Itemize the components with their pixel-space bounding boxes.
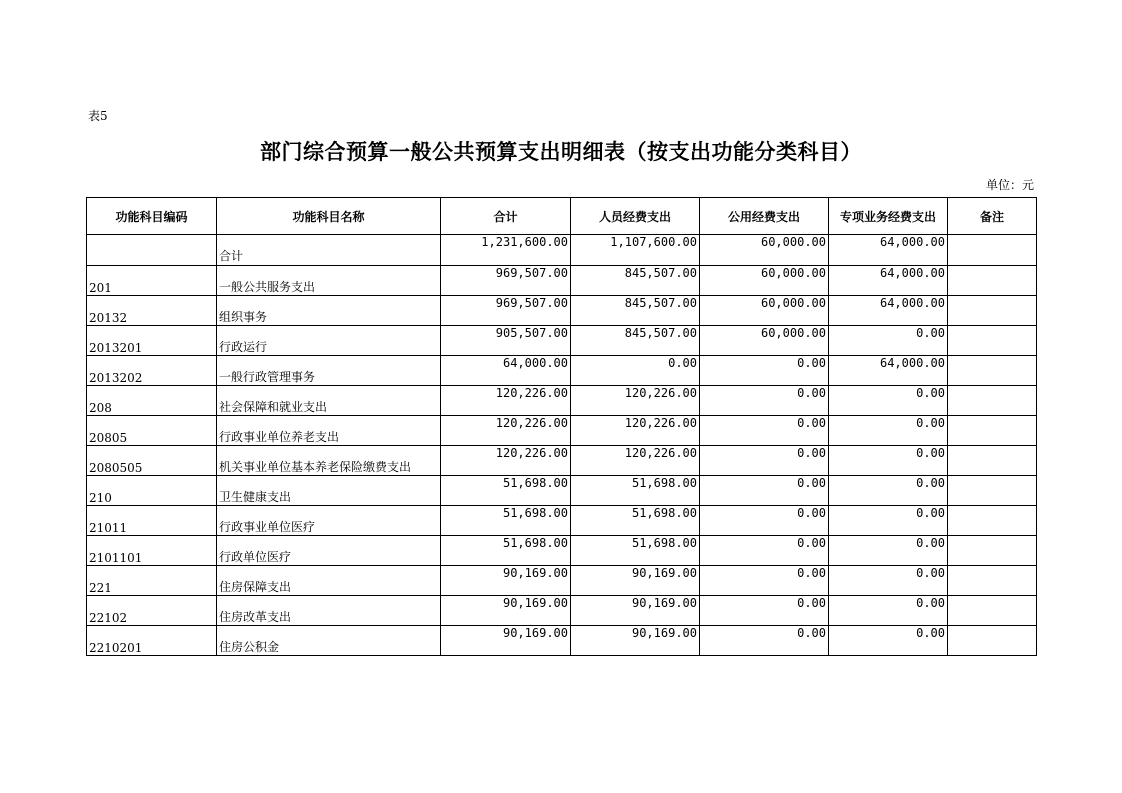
table-row [87, 356, 1037, 386]
cell-note [948, 386, 1037, 416]
cell-personnel: 845,507.00 [571, 326, 700, 356]
table-row [87, 266, 1037, 296]
header-name: 功能科目名称 [217, 198, 441, 235]
header-note: 备注 [948, 198, 1037, 235]
cell-note [948, 296, 1037, 326]
cell-code: 22102 [87, 596, 217, 626]
cell-note [948, 506, 1037, 536]
cell-public: 0.00 [700, 356, 829, 386]
cell-special: 0.00 [829, 386, 948, 416]
cell-code: 2101101 [87, 536, 217, 566]
cell-public: 60,000.00 [700, 296, 829, 326]
cell-total: 120,226.00 [441, 416, 571, 446]
cell-total: 969,507.00 [441, 296, 571, 326]
cell-total: 905,507.00 [441, 326, 571, 356]
cell-note [948, 596, 1037, 626]
table-row [87, 416, 1037, 446]
cell-special: 0.00 [829, 566, 948, 596]
cell-note [948, 626, 1037, 656]
cell-note [948, 536, 1037, 566]
cell-personnel: 120,226.00 [571, 386, 700, 416]
cell-personnel: 90,169.00 [571, 566, 700, 596]
cell-public: 0.00 [700, 596, 829, 626]
cell-code: 210 [87, 476, 217, 506]
cell-special: 64,000.00 [829, 235, 948, 266]
cell-special: 0.00 [829, 326, 948, 356]
cell-name: 住房公积金 [217, 626, 441, 656]
cell-note [948, 446, 1037, 476]
cell-note [948, 266, 1037, 296]
cell-name: 住房改革支出 [217, 596, 441, 626]
cell-name: 行政运行 [217, 326, 441, 356]
cell-name: 组织事务 [217, 296, 441, 326]
cell-total: 90,169.00 [441, 566, 571, 596]
table-row [87, 446, 1037, 476]
header-public: 公用经费支出 [700, 198, 829, 235]
cell-note [948, 326, 1037, 356]
cell-personnel: 120,226.00 [571, 416, 700, 446]
cell-note [948, 356, 1037, 386]
cell-special: 64,000.00 [829, 356, 948, 386]
cell-note [948, 235, 1037, 266]
cell-code: 2013201 [87, 326, 217, 356]
table-label: 表5 [88, 109, 108, 123]
cell-personnel: 845,507.00 [571, 266, 700, 296]
cell-special: 0.00 [829, 416, 948, 446]
cell-total: 120,226.00 [441, 386, 571, 416]
cell-total: 90,169.00 [441, 626, 571, 656]
cell-personnel: 51,698.00 [571, 476, 700, 506]
table-row [87, 506, 1037, 536]
unit-label: 单位：元 [985, 178, 1034, 192]
cell-special: 0.00 [829, 536, 948, 566]
cell-personnel: 845,507.00 [571, 296, 700, 326]
cell-personnel: 0.00 [571, 356, 700, 386]
cell-public: 60,000.00 [700, 326, 829, 356]
cell-name: 行政单位医疗 [217, 536, 441, 566]
cell-public: 0.00 [700, 506, 829, 536]
cell-public: 0.00 [700, 626, 829, 656]
expenditure-detail-table [86, 197, 1037, 656]
header-total: 合计 [441, 198, 571, 235]
cell-total: 51,698.00 [441, 536, 571, 566]
table-row [87, 536, 1037, 566]
header-personnel: 人员经费支出 [571, 198, 700, 235]
cell-personnel: 120,226.00 [571, 446, 700, 476]
table-row [87, 296, 1037, 326]
cell-personnel: 90,169.00 [571, 626, 700, 656]
cell-total: 120,226.00 [441, 446, 571, 476]
cell-code: 21011 [87, 506, 217, 536]
cell-code [87, 235, 217, 266]
cell-total: 51,698.00 [441, 506, 571, 536]
table-row [87, 566, 1037, 596]
cell-name: 行政事业单位医疗 [217, 506, 441, 536]
cell-special: 0.00 [829, 506, 948, 536]
cell-name: 住房保障支出 [217, 566, 441, 596]
cell-total: 1,231,600.00 [441, 235, 571, 266]
cell-total: 64,000.00 [441, 356, 571, 386]
cell-personnel: 51,698.00 [571, 506, 700, 536]
cell-special: 64,000.00 [829, 266, 948, 296]
table-row [87, 596, 1037, 626]
cell-note [948, 476, 1037, 506]
table-row [87, 476, 1037, 506]
cell-code: 20805 [87, 416, 217, 446]
cell-public: 60,000.00 [700, 235, 829, 266]
cell-public: 0.00 [700, 476, 829, 506]
header-code: 功能科目编码 [87, 198, 217, 235]
cell-public: 0.00 [700, 416, 829, 446]
cell-special: 64,000.00 [829, 296, 948, 326]
cell-code: 2210201 [87, 626, 217, 656]
table-row [87, 386, 1037, 416]
table-row [87, 326, 1037, 356]
cell-code: 201 [87, 266, 217, 296]
cell-total: 90,169.00 [441, 596, 571, 626]
cell-public: 0.00 [700, 536, 829, 566]
header-special: 专项业务经费支出 [829, 198, 948, 235]
table-row [87, 626, 1037, 656]
cell-code: 20132 [87, 296, 217, 326]
cell-personnel: 1,107,600.00 [571, 235, 700, 266]
cell-code: 221 [87, 566, 217, 596]
cell-public: 0.00 [700, 386, 829, 416]
cell-note [948, 566, 1037, 596]
cell-public: 0.00 [700, 566, 829, 596]
cell-name: 机关事业单位基本养老保险缴费支出 [217, 446, 441, 476]
cell-special: 0.00 [829, 446, 948, 476]
cell-name: 行政事业单位养老支出 [217, 416, 441, 446]
cell-public: 0.00 [700, 446, 829, 476]
cell-name: 社会保障和就业支出 [217, 386, 441, 416]
cell-name: 合计 [217, 235, 441, 266]
cell-code: 208 [87, 386, 217, 416]
cell-personnel: 51,698.00 [571, 536, 700, 566]
cell-public: 60,000.00 [700, 266, 829, 296]
cell-note [948, 416, 1037, 446]
page-title: 部门综合预算一般公共预算支出明细表（按支出功能分类科目） [260, 140, 862, 164]
cell-special: 0.00 [829, 596, 948, 626]
cell-special: 0.00 [829, 476, 948, 506]
table-body [87, 235, 1037, 656]
cell-total: 969,507.00 [441, 266, 571, 296]
cell-special: 0.00 [829, 626, 948, 656]
header-row [87, 198, 1037, 235]
cell-name: 一般公共服务支出 [217, 266, 441, 296]
cell-code: 2080505 [87, 446, 217, 476]
cell-name: 一般行政管理事务 [217, 356, 441, 386]
table-row [87, 235, 1037, 266]
cell-code: 2013202 [87, 356, 217, 386]
cell-name: 卫生健康支出 [217, 476, 441, 506]
cell-total: 51,698.00 [441, 476, 571, 506]
cell-personnel: 90,169.00 [571, 596, 700, 626]
